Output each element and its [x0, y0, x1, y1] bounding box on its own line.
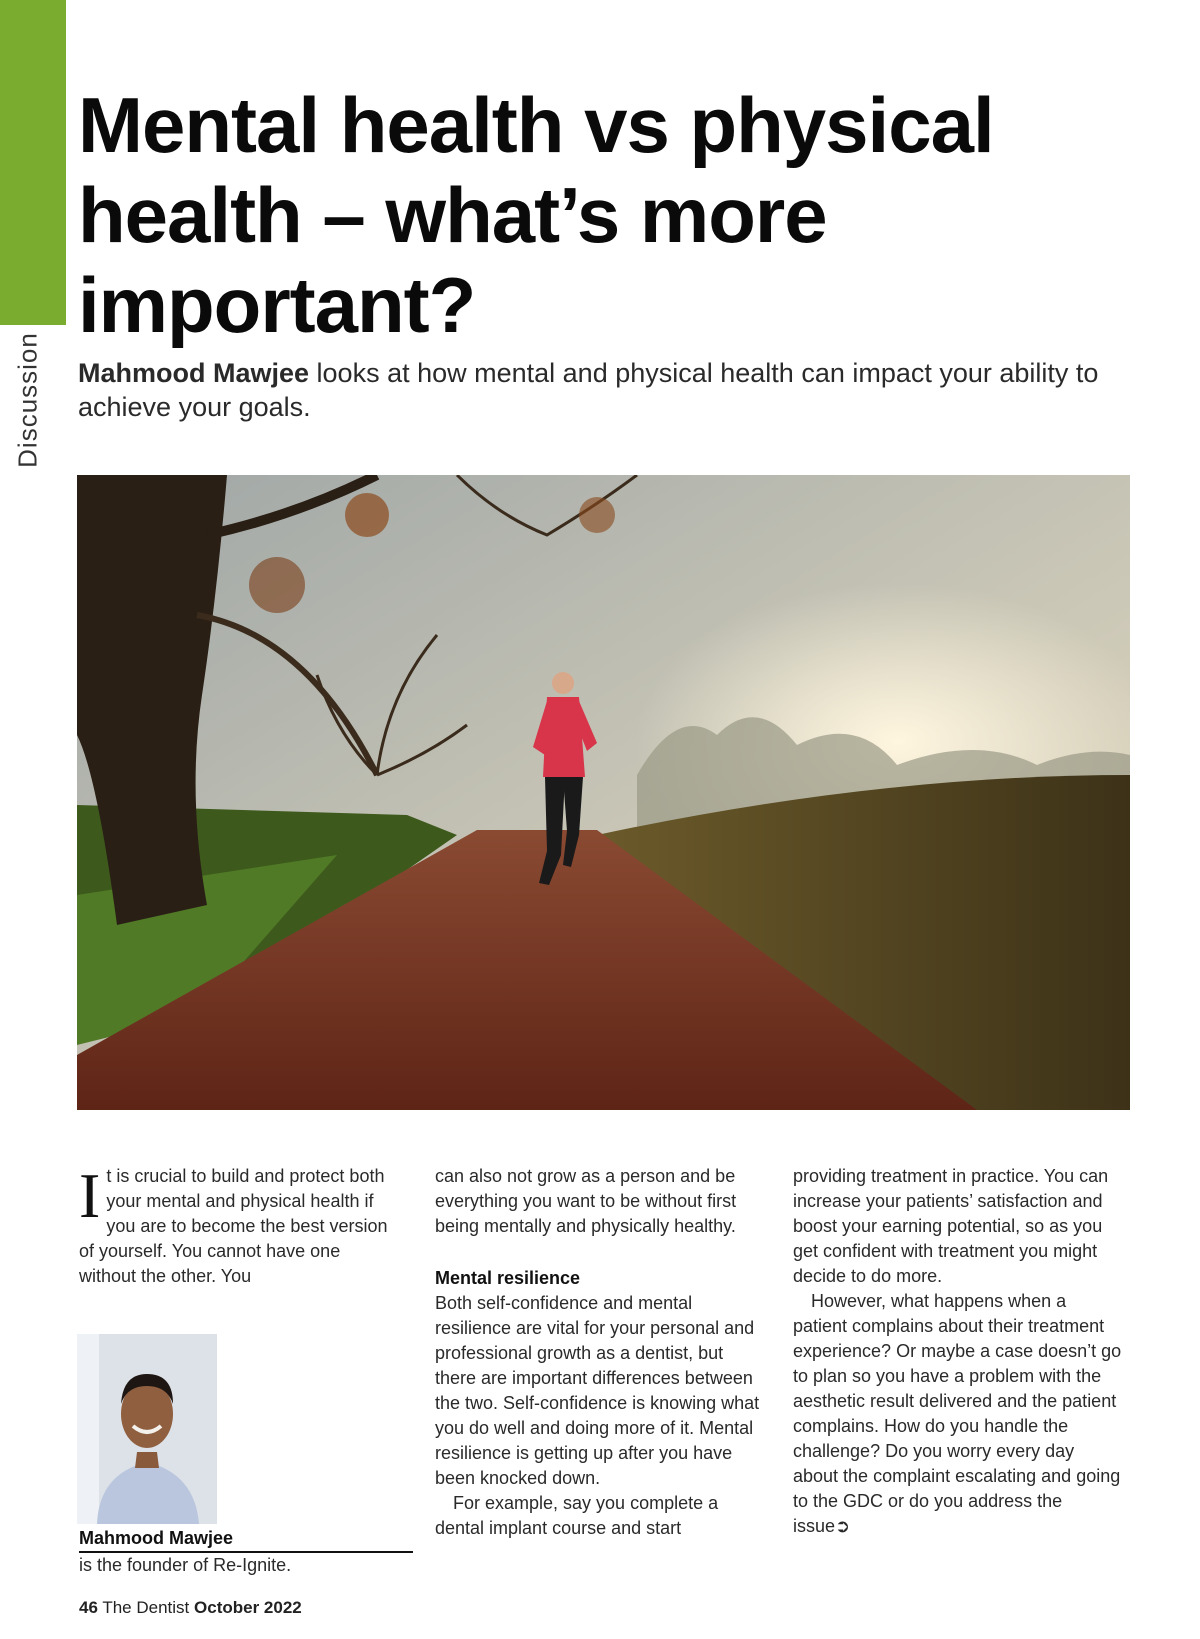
column2-paragraph-1: can also not grow as a person and be everything you want to be without first being mentally and physically healthy. [435, 1166, 737, 1236]
column2-paragraph-3: For example, say you complete a dental implant course and start [435, 1493, 719, 1538]
page-number: 46 [79, 1598, 98, 1617]
author-portrait [77, 1334, 217, 1524]
bio-name: Mahmood Mawjee [79, 1526, 413, 1553]
publication-name: The Dentist [102, 1598, 190, 1617]
headline: Mental health vs physical health – what’s more important? [78, 81, 994, 349]
article-column-2 [435, 1164, 765, 1541]
column3-paragraph-1: providing treatment in practice. You can increase your patients’ satisfaction and boost your earning potential, so as you get confident with treatment you might decide to do more. [793, 1166, 1109, 1286]
standfirst-text: looks at how mental and physical health can impact your ability to achieve your goals. [78, 358, 1099, 422]
drop-cap: I [79, 1160, 101, 1231]
hero-image [77, 475, 1130, 1110]
author-photo-icon [77, 1334, 217, 1524]
subhead-mental-resilience: Mental resilience [435, 1268, 581, 1288]
intro-paragraph [79, 1160, 399, 1289]
issue-date: October 2022 [194, 1598, 302, 1617]
woman-running-on-trail-image [77, 475, 1130, 1110]
column3-paragraph-2 [793, 1289, 1123, 1539]
standfirst [78, 356, 1128, 424]
continue-arrow-icon: ➲ [835, 1516, 851, 1536]
column3-paragraph-2-text: However, what happens when a patient complains about their treatment experience? Or maybe a case doesn’t go to plan so you have a problem with the aesthetic result delivered and the patient complains. How do you handle the challenge? Do you worry every day about the complaint escalating and going to the GDC or do you address the issue [793, 1291, 1122, 1536]
standfirst-author: Mahmood Mawjee [78, 358, 310, 388]
page-footer [79, 1598, 302, 1618]
article-column-3 [793, 1164, 1123, 1539]
section-label: Discussion [12, 332, 43, 468]
article-column-1 [79, 1160, 399, 1289]
column2-paragraph-2: Both self-confidence and mental resilience are vital for your personal and professional growth as a dentist, but there are important differences between the two. Self-confidence is knowing what you do well and doing more of it. Mental resilience is getting up after you have been knocked down. [435, 1293, 760, 1488]
section-color-tab [0, 0, 66, 325]
bio-text: is the founder of Re-Ignite. [79, 1555, 292, 1575]
intro-text: t is crucial to build and protect both your mental and physical health if you are to become the best version of yourself. You cannot have one without the other. You [79, 1166, 388, 1286]
